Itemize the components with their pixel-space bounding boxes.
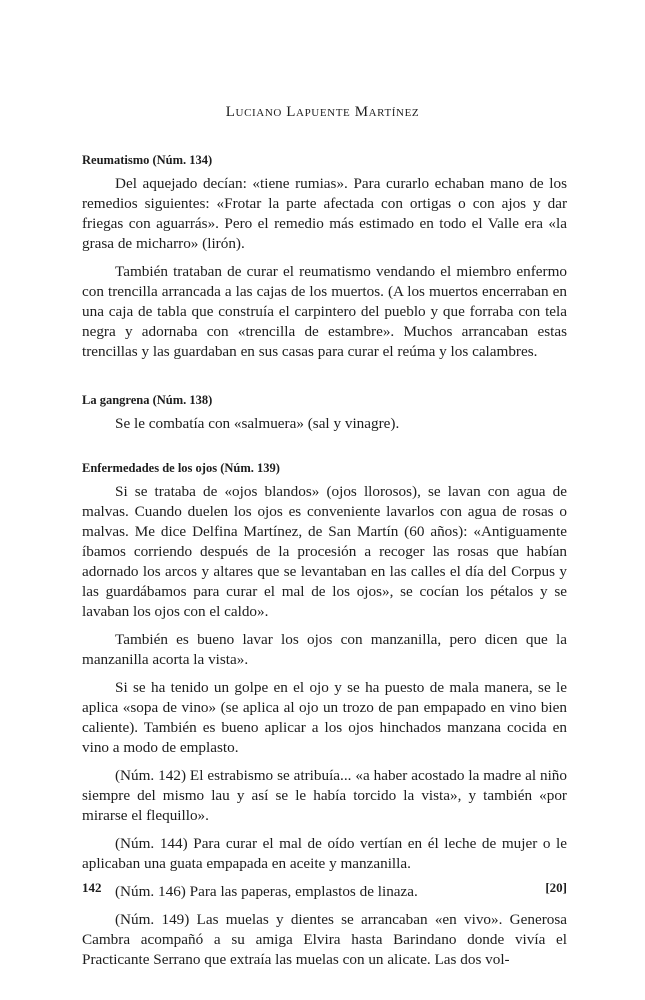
paragraph: (Núm. 146) Para las paperas, emplastos de linaza. xyxy=(115,883,418,900)
paragraph: Del aquejado decían: «tiene rumias». Para curarlo echaban mano de los remedios siguientes: «Frotar la parte afectada con ortigas o con ajos y dar friegas con aguarrás». Pero el remedio más estimado en todo el Valle era «la grasa de micharro» (lirón). xyxy=(82,175,567,252)
running-head: Luciano Lapuente Martínez xyxy=(225,104,420,120)
paragraph: Si se trataba de «ojos blandos» (ojos llorosos), se lavan con agua de malvas. Cuando duelen los ojos es conveniente lavarlos con agua de rosas o malvas. Me dice Delfina Martínez, de San Martín (60 años): «Antiguamente íbamos corriendo después de la procesión a recoger las rosas que habían adornado los arcos y altares que se levantaban en las calles el día del Corpus y las guardábamos para curar el mal de los ojos», se cocían los pétalos y se lavaban los ojos con el caldo». xyxy=(82,483,567,620)
paragraph: (Núm. 142) El estrabismo se atribuía... «a haber acostado la madre al niño siempre del mismo lau y así se le había torcido la vista», y también «por mirarse el flequillo». xyxy=(82,767,567,824)
page-footer xyxy=(82,880,567,896)
paragraph: Se le combatía con «salmuera» (sal y vinagre). xyxy=(115,415,400,432)
section-title: Enfermedades de los ojos (Núm. 139) xyxy=(82,461,280,475)
section-title: Reumatismo (Núm. 134) xyxy=(82,153,213,167)
paragraph: (Núm. 144) Para curar el mal de oído vertían en él leche de mujer o le aplicaban una guata empapada en aceite y manzanilla. xyxy=(82,835,567,872)
paragraph: También trataban de curar el reumatismo vendando el miembro enfermo con trencilla arrancada a las cajas de los muertos. (A los muertos encerraban en una caja de tabla que construía el carpintero del pueblo y que forraba con tela negra y adornaba con «trencilla de estambre». Muchos arrancaban estas trencillas y las guardaban en sus casas para curar el reúma y los calambres. xyxy=(82,263,567,360)
page-reference: [20] xyxy=(545,880,567,895)
paragraph: También es bueno lavar los ojos con manzanilla, pero dicen que la manzanilla acorta la vista». xyxy=(82,631,567,668)
paragraph: (Núm. 149) Las muelas y dientes se arrancaban «en vivo». Generosa Cambra acompañó a su amiga Elvira hasta Barindano donde vivía el Practicante Serrano que extraía las muelas con un alicate. Las dos vol- xyxy=(82,911,567,968)
section-gangrena xyxy=(82,392,567,434)
page-body xyxy=(82,152,567,978)
paragraph: Si se ha tenido un golpe en el ojo y se ha puesto de mala manera, se le aplica «sopa de vino» (se aplica al ojo un trozo de pan empapado en vino bien caliente). También es bueno aplicar a los ojos hinchados manzana cocida en vino a modo de emplasto. xyxy=(82,679,567,756)
section-reumatismo xyxy=(82,152,567,362)
section-title: La gangrena (Núm. 138) xyxy=(82,393,213,407)
page-number: 142 xyxy=(82,880,102,895)
